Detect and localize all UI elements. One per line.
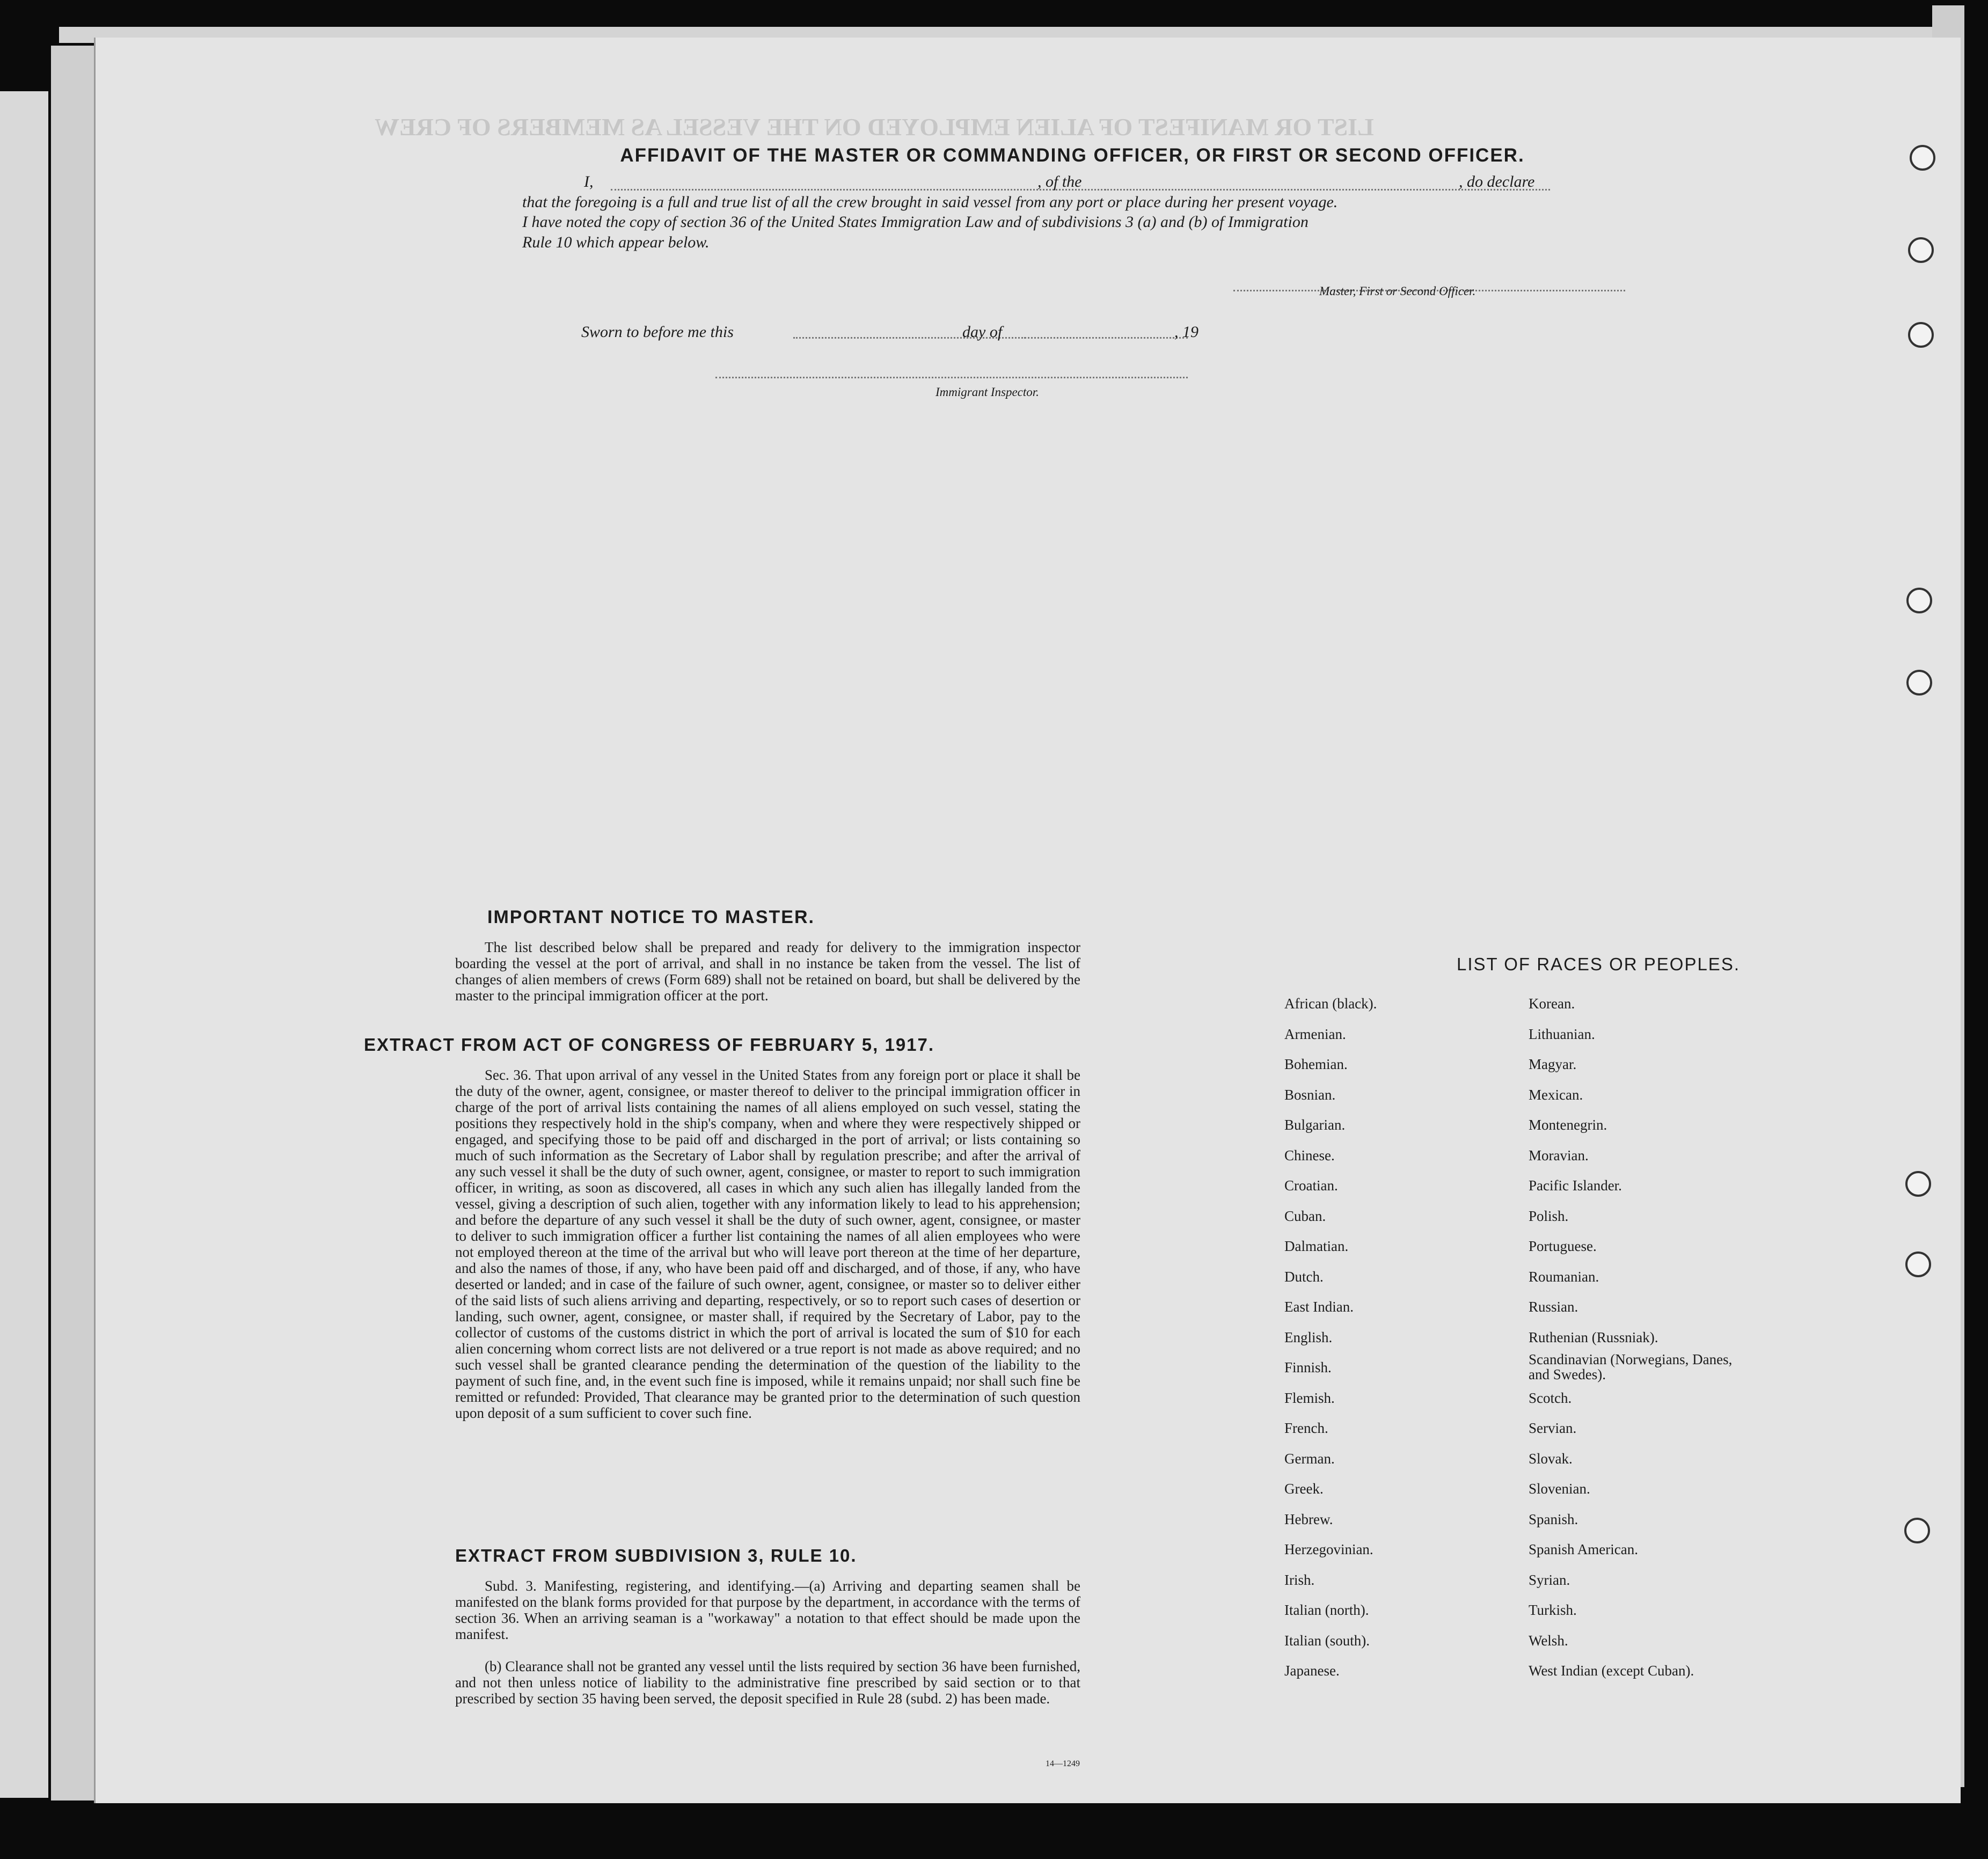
binder-hole [1904, 1518, 1930, 1543]
race-item: French. [1284, 1420, 1328, 1436]
binder-hole [1908, 237, 1934, 263]
affidavit-of-the: , of the [1037, 173, 1082, 191]
affidavit-title: AFFIDAVIT OF THE MASTER OR COMMANDING OFFICER, OR FIRST OR SECOND OFFICER. [620, 145, 1525, 166]
act-extract-title: EXTRACT FROM ACT OF CONGRESS OF FEBRUARY 5, 1917. [364, 1035, 935, 1055]
race-item: Portuguese. [1529, 1238, 1597, 1254]
race-item: East Indian. [1284, 1299, 1354, 1315]
race-item: Japanese. [1284, 1663, 1340, 1679]
affidavit-i: I, [584, 173, 594, 191]
race-item: West Indian (except Cuban). [1529, 1663, 1694, 1679]
race-item: Greek. [1284, 1481, 1324, 1497]
race-item: Herzegovinian. [1284, 1541, 1373, 1557]
race-item: Russian. [1529, 1299, 1578, 1315]
race-item: Scotch. [1529, 1389, 1572, 1406]
affidavit-do-declare: , do declare [1459, 173, 1535, 191]
underlying-sheet [51, 46, 99, 1801]
underlying-sheet [0, 91, 48, 1798]
document-page [94, 38, 1961, 1803]
master-caption: Master, First or Second Officer. [1319, 284, 1476, 298]
race-item: Armenian. [1284, 1026, 1346, 1042]
race-item: Bosnian. [1284, 1086, 1336, 1103]
race-item: Syrian. [1529, 1571, 1570, 1588]
race-item: Magyar. [1529, 1056, 1577, 1072]
race-item: German. [1284, 1450, 1335, 1467]
binder-hole [1905, 1171, 1931, 1197]
race-item: Italian (south). [1284, 1632, 1370, 1649]
month-blank[interactable] [1024, 337, 1188, 339]
affidavit-line-4: Rule 10 which appear below. [522, 233, 710, 251]
race-item: Croatian. [1284, 1177, 1338, 1194]
race-item: Montenegrin. [1529, 1117, 1607, 1133]
race-item: Italian (north). [1284, 1602, 1369, 1618]
inspector-signature-blank[interactable] [715, 377, 1188, 378]
race-item: Bulgarian. [1284, 1117, 1346, 1133]
year-text: , 19 [1174, 323, 1198, 341]
race-item: Chinese. [1284, 1147, 1335, 1163]
rule-subd-a: Subd. 3. Manifesting, registering, and identifying.—(a) Arriving and departing seamen shall be manifested on the blank forms provided for that purpose by the department, in accordance with the terms of section 36. When an arriving seaman is a "workaway" a notation to that effect should be made upon the manifest. [455, 1578, 1080, 1642]
race-item: Turkish. [1529, 1602, 1577, 1618]
bleed-through-header: LIST OR MANIFEST OF ALIEN EMPLOYED ON THE VESSEL AS MEMBERS OF CREW [375, 113, 1374, 141]
race-item: Moravian. [1529, 1147, 1589, 1163]
race-item: Hebrew. [1284, 1511, 1333, 1527]
affidavit-line-3: I have noted the copy of section 36 of the United States Immigration Law and of subdivisions 3 (a) and (b) of Immigration [522, 213, 1309, 231]
race-item: Dutch. [1284, 1268, 1324, 1285]
race-item: Spanish American. [1529, 1541, 1638, 1557]
race-item: Pacific Islander. [1529, 1177, 1622, 1194]
race-item: Spanish. [1529, 1511, 1578, 1527]
binder-hole [1906, 588, 1932, 613]
notice-title: IMPORTANT NOTICE TO MASTER. [487, 907, 815, 927]
race-item: Ruthenian (Russniak). [1529, 1329, 1658, 1345]
rule-subd-b: (b) Clearance shall not be granted any vessel until the lists required by section 36 have been furnished, and not then unless notice of liability to the administrative fine prescribed by said section or to that prescribed by section 35 having been served, the deposit specified in Rule 28 (subd. 2) has been made. [455, 1658, 1080, 1707]
race-item: Lithuanian. [1529, 1026, 1595, 1042]
race-item: Irish. [1284, 1571, 1315, 1588]
races-title: LIST OF RACES OR PEOPLES. [1456, 954, 1741, 974]
form-number: 14—1249 [1046, 1759, 1080, 1768]
race-item: Polish. [1529, 1207, 1569, 1224]
sworn-day-blank[interactable] [793, 337, 1046, 339]
binder-hole [1905, 1251, 1931, 1277]
inspector-caption: Immigrant Inspector. [935, 385, 1039, 399]
race-item: Slovenian. [1529, 1481, 1590, 1497]
day-of-text: day of [962, 323, 1003, 341]
race-item: Dalmatian. [1284, 1238, 1349, 1254]
race-item: Mexican. [1529, 1086, 1583, 1103]
act-extract-body: Sec. 36. That upon arrival of any vessel in the United States from any foreign port or place it shall be the duty of the owner, agent, consignee, or master thereof to deliver to the principal immigration officer in charge of the port of arrival lists containing the names of all aliens employed on such vessel, stating the positions they respectively hold in the ship's company, when and where they were respectively shipped or engaged, and specifying those to be paid off and discharged in the port of arrival; or lists containing so much of such information as the Secretary of Labor shall by regulation prescribe; and after the arrival of any such vessel it shall be the duty of such owner, agent, consignee, or master to report to such immigration officer, in writing, as soon as discovered, all cases in which any such alien has illegally landed from the vessel, giving a description of such alien, together with any information likely to lead to his apprehension; and before the departure of any such vessel it shall be the duty of such owner, agent, consignee, or master to deliver to such immigration officer a further list containing the names of all alien employees who were not employed thereon at the time of the arrival but who will leave port thereon at the time of her departure, and also the names of those, if any, who have been paid off and discharged, and of those, if any, who have deserted or landed; and in case of the failure of such owner, agent, consignee, or master so to deliver either of the said lists of such aliens arriving and departing, respectively, or so to report such cases of desertion or landing, such owner, agent, consignee, or master shall, if required by the Secretary of Labor, pay to the collector of customs of the customs district in which the port of arrival is located the sum of $10 for each alien concerning whom correct lists are not delivered or a true report is not made as above required; and no such vessel shall be granted clearance pending the determination of the question of the liability to the payment of such fine, and, in the event such fine is imposed, while it remains unpaid; nor shall such fine be remitted or refunded: Provided, That clearance may be granted prior to the determination of such question upon deposit of a sum sufficient to cover such fine. [455, 1067, 1080, 1421]
race-item: Cuban. [1284, 1207, 1326, 1224]
affidavit-line-2: that the foregoing is a full and true list of all the crew brought in said vessel from any port or place during her present voyage. [522, 193, 1338, 211]
binder-hole [1908, 322, 1934, 348]
race-item: Roumanian. [1529, 1268, 1599, 1285]
race-item: African (black). [1284, 996, 1377, 1012]
race-item: Bohemian. [1284, 1056, 1348, 1072]
rule-extract-title: EXTRACT FROM SUBDIVISION 3, RULE 10. [455, 1546, 857, 1565]
race-item: Servian. [1529, 1420, 1577, 1436]
binder-hole [1910, 145, 1935, 171]
binder-hole [1906, 670, 1932, 696]
race-item: Flemish. [1284, 1389, 1335, 1406]
race-item: Welsh. [1529, 1632, 1568, 1649]
race-item: English. [1284, 1329, 1333, 1345]
race-item: Slovak. [1529, 1450, 1573, 1467]
sworn-text: Sworn to before me this [581, 323, 734, 341]
race-item: Finnish. [1284, 1359, 1332, 1375]
race-item: Scandinavian (Norwegians, Danes, and Swedes). [1529, 1351, 1733, 1382]
notice-body: The list described below shall be prepared and ready for delivery to the immigration inspector boarding the vessel at the port of arrival, and shall in no instance be taken from the vessel. The list of changes of alien members of crews (Form 689) shall not be retained on board, but shall be delivered by the master to the principal immigration officer at the port. [455, 939, 1080, 1004]
race-item: Korean. [1529, 996, 1575, 1012]
